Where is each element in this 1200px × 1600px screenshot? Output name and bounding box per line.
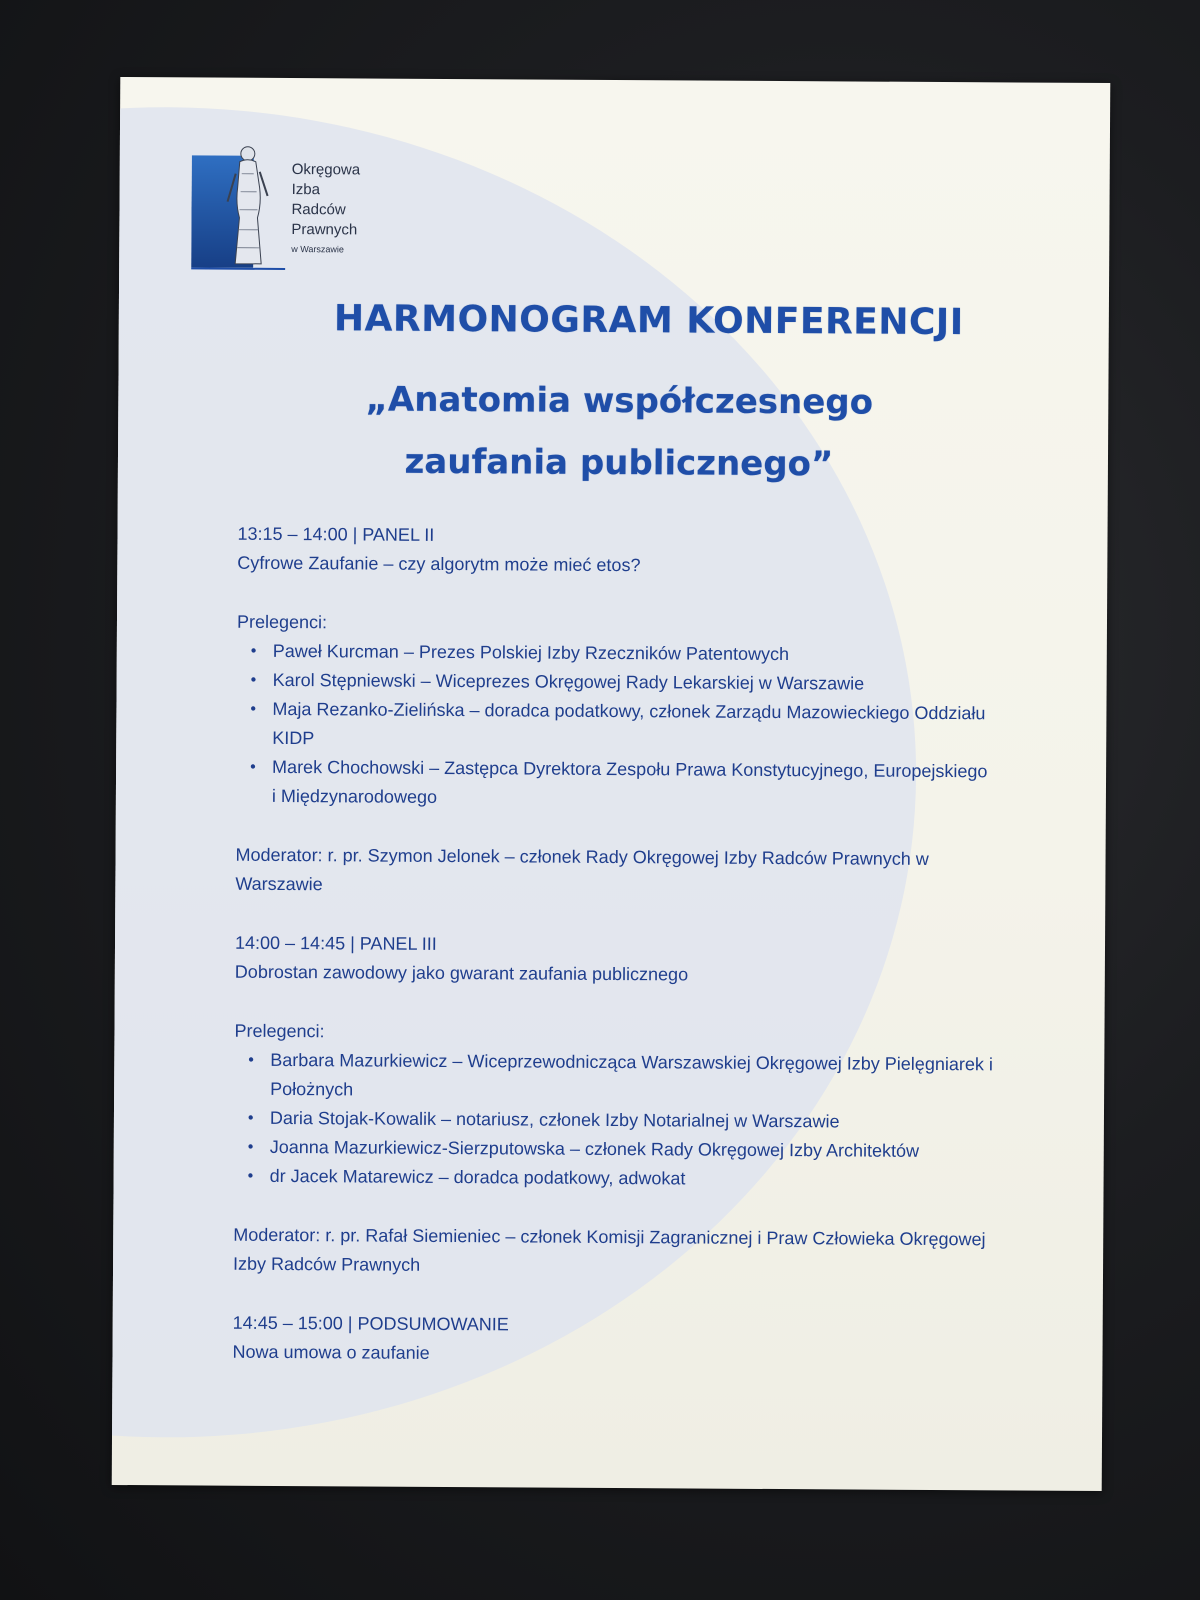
panel-time: 14:00 – 14:45 | PANEL III (234, 932, 437, 954)
panel-iii (233, 929, 995, 1284)
summary-time: 14:45 – 15:00 | PODSUMOWANIE (232, 1312, 509, 1335)
bullet-icon: • (250, 700, 257, 718)
summary-topic: Nowa umowa o zaufanie (232, 1341, 430, 1363)
speaker-item (251, 637, 997, 671)
bullet-icon: • (250, 671, 257, 689)
statue-logo-icon (191, 143, 288, 272)
bullet-icon: • (250, 642, 257, 660)
conference-name-line-2: zaufania publicznego” (404, 441, 834, 485)
speaker-text: Marek Chochowski – Zastępca Dyrektora Zespołu Prawa Konstytucyjnego, Europejskiego i Międzynarodowego (271, 756, 988, 807)
speaker-item (251, 666, 997, 700)
moderator-text: Moderator: r. pr. Rafał Siemieniec – członek Komisji Zagranicznej i Praw Człowieka Okręgowej Izby Radców Prawnych (233, 1224, 986, 1275)
speaker-item (250, 695, 996, 758)
logo-location: w Warszawie (291, 244, 344, 255)
speaker-item (248, 1046, 994, 1109)
logo-text (291, 160, 360, 256)
panel-time: 13:15 – 14:00 | PANEL II (237, 523, 435, 545)
speakers-label: Prelegenci: (234, 1020, 325, 1042)
logo-line-2: Izba (291, 181, 321, 199)
logo-line-3: Radców (291, 201, 346, 219)
speaker-item (250, 753, 996, 816)
speaker-text: Daria Stojak-Kowalik – notariusz, członek Izby Notarialnej w Warszawie (269, 1107, 840, 1132)
printed-schedule-sheet (112, 77, 1111, 1491)
page-title: HARMONOGRAM KONFERENCJI (333, 298, 964, 344)
speaker-text: Maja Rezanko-Zielińska – doradca podatkowy, członek Zarządu Mazowieckiego Oddziału KIDP (272, 698, 986, 749)
conference-name (118, 367, 1109, 497)
speaker-item (248, 1162, 994, 1196)
logo-line-1: Okręgowa (291, 161, 361, 179)
speaker-text: Joanna Mazurkiewicz-Sierzputowska – członek Rady Okręgowej Izby Architektów (269, 1136, 920, 1161)
speaker-text: Paweł Kurcman – Prezes Polskiej Izby Rzeczników Patentowych (272, 640, 790, 665)
speaker-item (248, 1104, 994, 1138)
speaker-list (236, 637, 997, 816)
speakers-label: Prelegenci: (236, 611, 328, 633)
bullet-icon: • (248, 1051, 254, 1069)
program-list (232, 520, 997, 1372)
speaker-item (248, 1133, 994, 1167)
moderator-text: Moderator: r. pr. Szymon Jelonek – członek Rady Okręgowej Izby Radców Prawnych w Warszawie (235, 844, 929, 895)
speaker-text: dr Jacek Matarewicz – doradca podatkowy, adwokat (269, 1165, 686, 1189)
conference-name-line-1: „Anatomia współczesnego (365, 379, 874, 423)
bullet-icon: • (250, 758, 256, 776)
panel-ii (235, 520, 997, 904)
bullet-icon: • (247, 1109, 254, 1127)
bullet-icon: • (247, 1167, 254, 1185)
panel-topic: Cyfrowe Zaufanie – czy algorytm może mieć etos? (237, 552, 641, 576)
speaker-text: Karol Stępniewski – Wiceprezes Okręgowej Rady Lekarskiej w Warszawie (272, 669, 865, 694)
organization-logo (191, 143, 412, 284)
panel-topic: Dobrostan zawodowy jako gwarant zaufania publicznego (234, 961, 689, 985)
logo-line-4: Prawnych (291, 221, 358, 239)
bullet-icon: • (247, 1138, 254, 1156)
summary-block (232, 1309, 992, 1372)
speaker-text: Barbara Mazurkiewicz – Wiceprzewodnicząca Warszawskiej Okręgowej Izby Pielęgniarek i Położnych (270, 1049, 993, 1100)
speaker-list (234, 1046, 995, 1196)
